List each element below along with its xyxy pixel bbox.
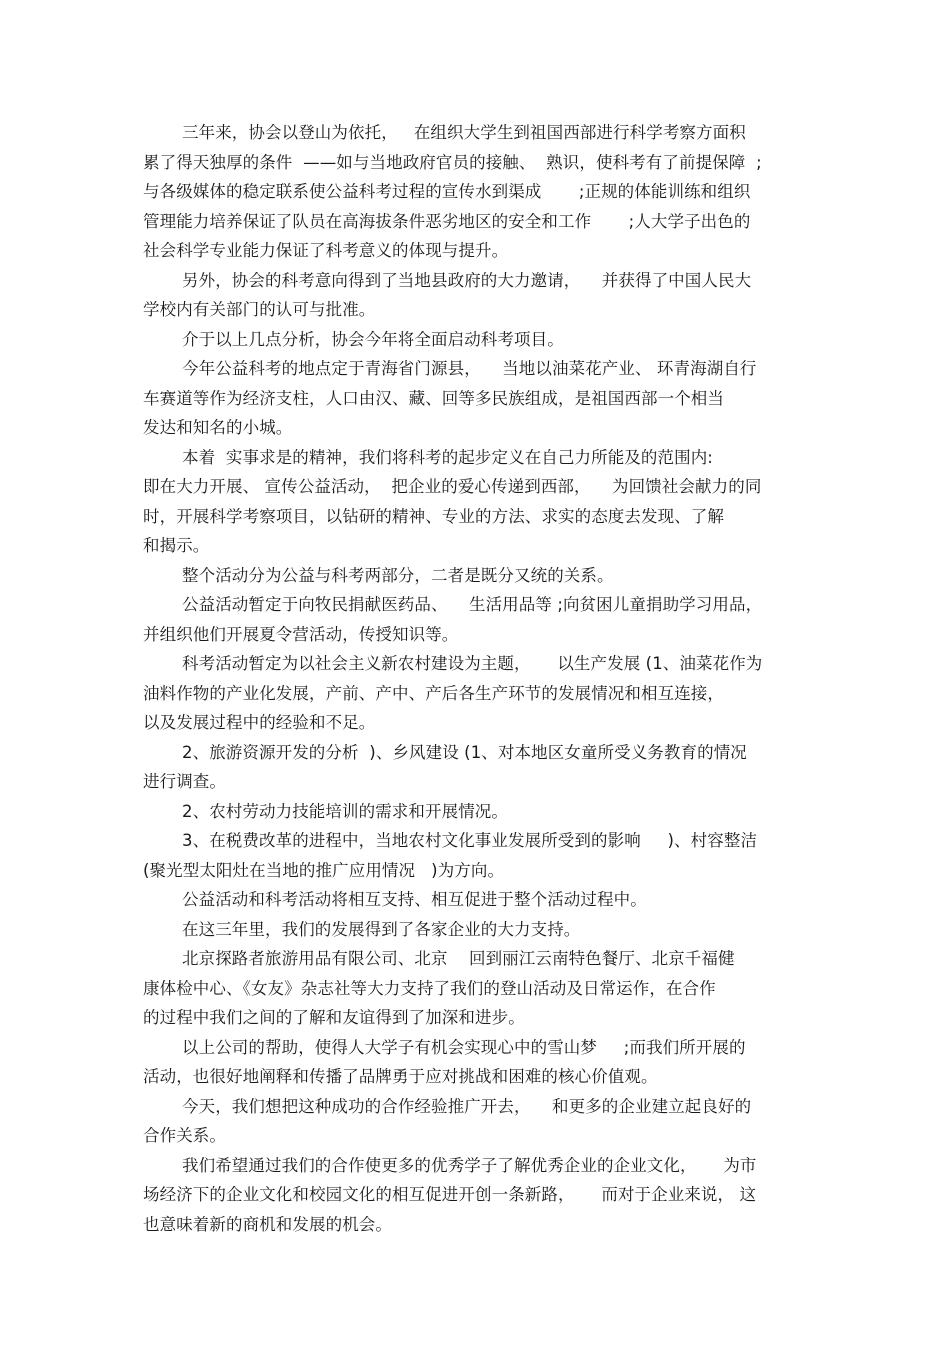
text-line: 在这三年里，我们的发展得到了各家企业的大力支持。 bbox=[182, 919, 581, 939]
text-line: 公益活动和科考活动将相互支持、相互促进于整个活动过程中。 bbox=[182, 890, 647, 909]
text-line: 活动，也很好地阐释和传播了品牌勇于应对挑战和困难的核心价值观。 bbox=[143, 1067, 658, 1086]
text-line: 时，开展科学考察项目，以钻研的精神、专业的方法、求实的态度去发现、了解 bbox=[143, 506, 724, 526]
text-line: (聚光型太阳灶在当地的推广应用情况 )为方向。 bbox=[143, 860, 505, 880]
text-line: 2、旅游资源开发的分析 )、乡风建设 (1、对本地区女童所受义务教育的情况 bbox=[182, 742, 747, 762]
text-line: 即在大力开展、 宣传公益活动， 把企业的爱心传递到西部， 为回馈社会献力的同 bbox=[143, 477, 762, 496]
text-line: 场经济下的企业文化和校园文化的相互促进开创一条新路， 而对于企业来说， 这 bbox=[143, 1185, 757, 1204]
text-line: 并组织他们开展夏令营活动，传授知识等。 bbox=[143, 624, 459, 644]
text-line: 车赛道等作为经济支柱，人口由汉、藏、回等多民族组成，是祖国西部一个相当 bbox=[143, 388, 724, 408]
text-line: 康体检中心、《女友》杂志社等大力支持了我们的登山活动及日常运作，在合作 bbox=[143, 978, 716, 998]
text-line: 累了得天独厚的条件 ——如与当地政府官员的接触、 熟识，使科考有了前提保障 ; bbox=[143, 152, 762, 172]
text-line: 与各级媒体的稳定联系使公益科考过程的宣传水到渠成 ;正规的体能训练和组织 bbox=[143, 182, 751, 201]
text-line: 社会科学专业能力保证了科考意义的体现与提升。 bbox=[143, 241, 509, 260]
text-line: 和揭示。 bbox=[143, 536, 210, 555]
text-line: 介于以上几点分析，协会今年将全面启动科考项目。 bbox=[182, 329, 564, 349]
text-line: 整个活动分为公益与科考两部分，二者是既分又统的关系。 bbox=[182, 565, 614, 585]
document-body bbox=[143, 118, 813, 1239]
text-line: 另外，协会的科考意向得到了当地县政府的大力邀请， 并获得了中国人民大 bbox=[182, 270, 752, 290]
text-line: 北京探路者旅游用品有限公司、北京 回到丽江云南特色餐厅、北京千福健 bbox=[182, 949, 735, 968]
text-line: 今天，我们想把这种成功的合作经验推广开去， 和更多的企业建立起良好的 bbox=[182, 1096, 752, 1116]
text-line: 的过程中我们之间的了解和友谊得到了加深和进步。 bbox=[143, 1008, 525, 1027]
text-line: 发达和知名的小城。 bbox=[143, 418, 293, 437]
text-line: 合作关系。 bbox=[143, 1126, 226, 1145]
text-line: 进行调查。 bbox=[143, 772, 226, 791]
text-line: 管理能力培养保证了队员在高海拔条件恶劣地区的安全和工作 ;人大学子出色的 bbox=[143, 211, 751, 231]
text-line: 科考活动暂定为以社会主义新农村建设为主题， 以生产发展 (1、油菜花作为 bbox=[182, 654, 763, 673]
text-line: 2、农村劳动力技能培训的需求和开展情况。 bbox=[182, 801, 508, 821]
text-line: 以及发展过程中的经验和不足。 bbox=[143, 713, 376, 732]
text-line: 本着 实事求是的精神，我们将科考的起步定义在自己力所能及的范围内: bbox=[182, 447, 713, 467]
text-line: 学校内有关部门的认可与批准。 bbox=[143, 300, 376, 319]
text-line: 今年公益科考的地点定于青海省门源县， 当地以油菜花产业、 环青海湖自行 bbox=[182, 359, 757, 378]
text-line: 我们希望通过我们的合作使更多的优秀学子了解优秀企业的企业文化， 为市 bbox=[182, 1155, 757, 1175]
text-line: 以上公司的帮助，使得人大学子有机会实现心中的雪山梦 ;而我们所开展的 bbox=[182, 1037, 746, 1057]
text-line: 也意味着新的商机和发展的机会。 bbox=[143, 1214, 392, 1234]
text-line: 三年来，协会以登山为依托， 在组织大学生到祖国西部进行科学考察方面积 bbox=[182, 123, 746, 142]
text-line: 公益活动暂定于向牧民捐献医药品、 生活用品等 ;向贫困儿童捐助学习用品， bbox=[182, 595, 763, 614]
text-line: 油料作物的产业化发展，产前、产中、产后各生产环节的发展情况和相互连接， bbox=[143, 683, 724, 703]
text-line: 3、在税费改革的进程中，当地农村文化事业发展所受到的影响 )、村容整洁 bbox=[182, 831, 758, 850]
